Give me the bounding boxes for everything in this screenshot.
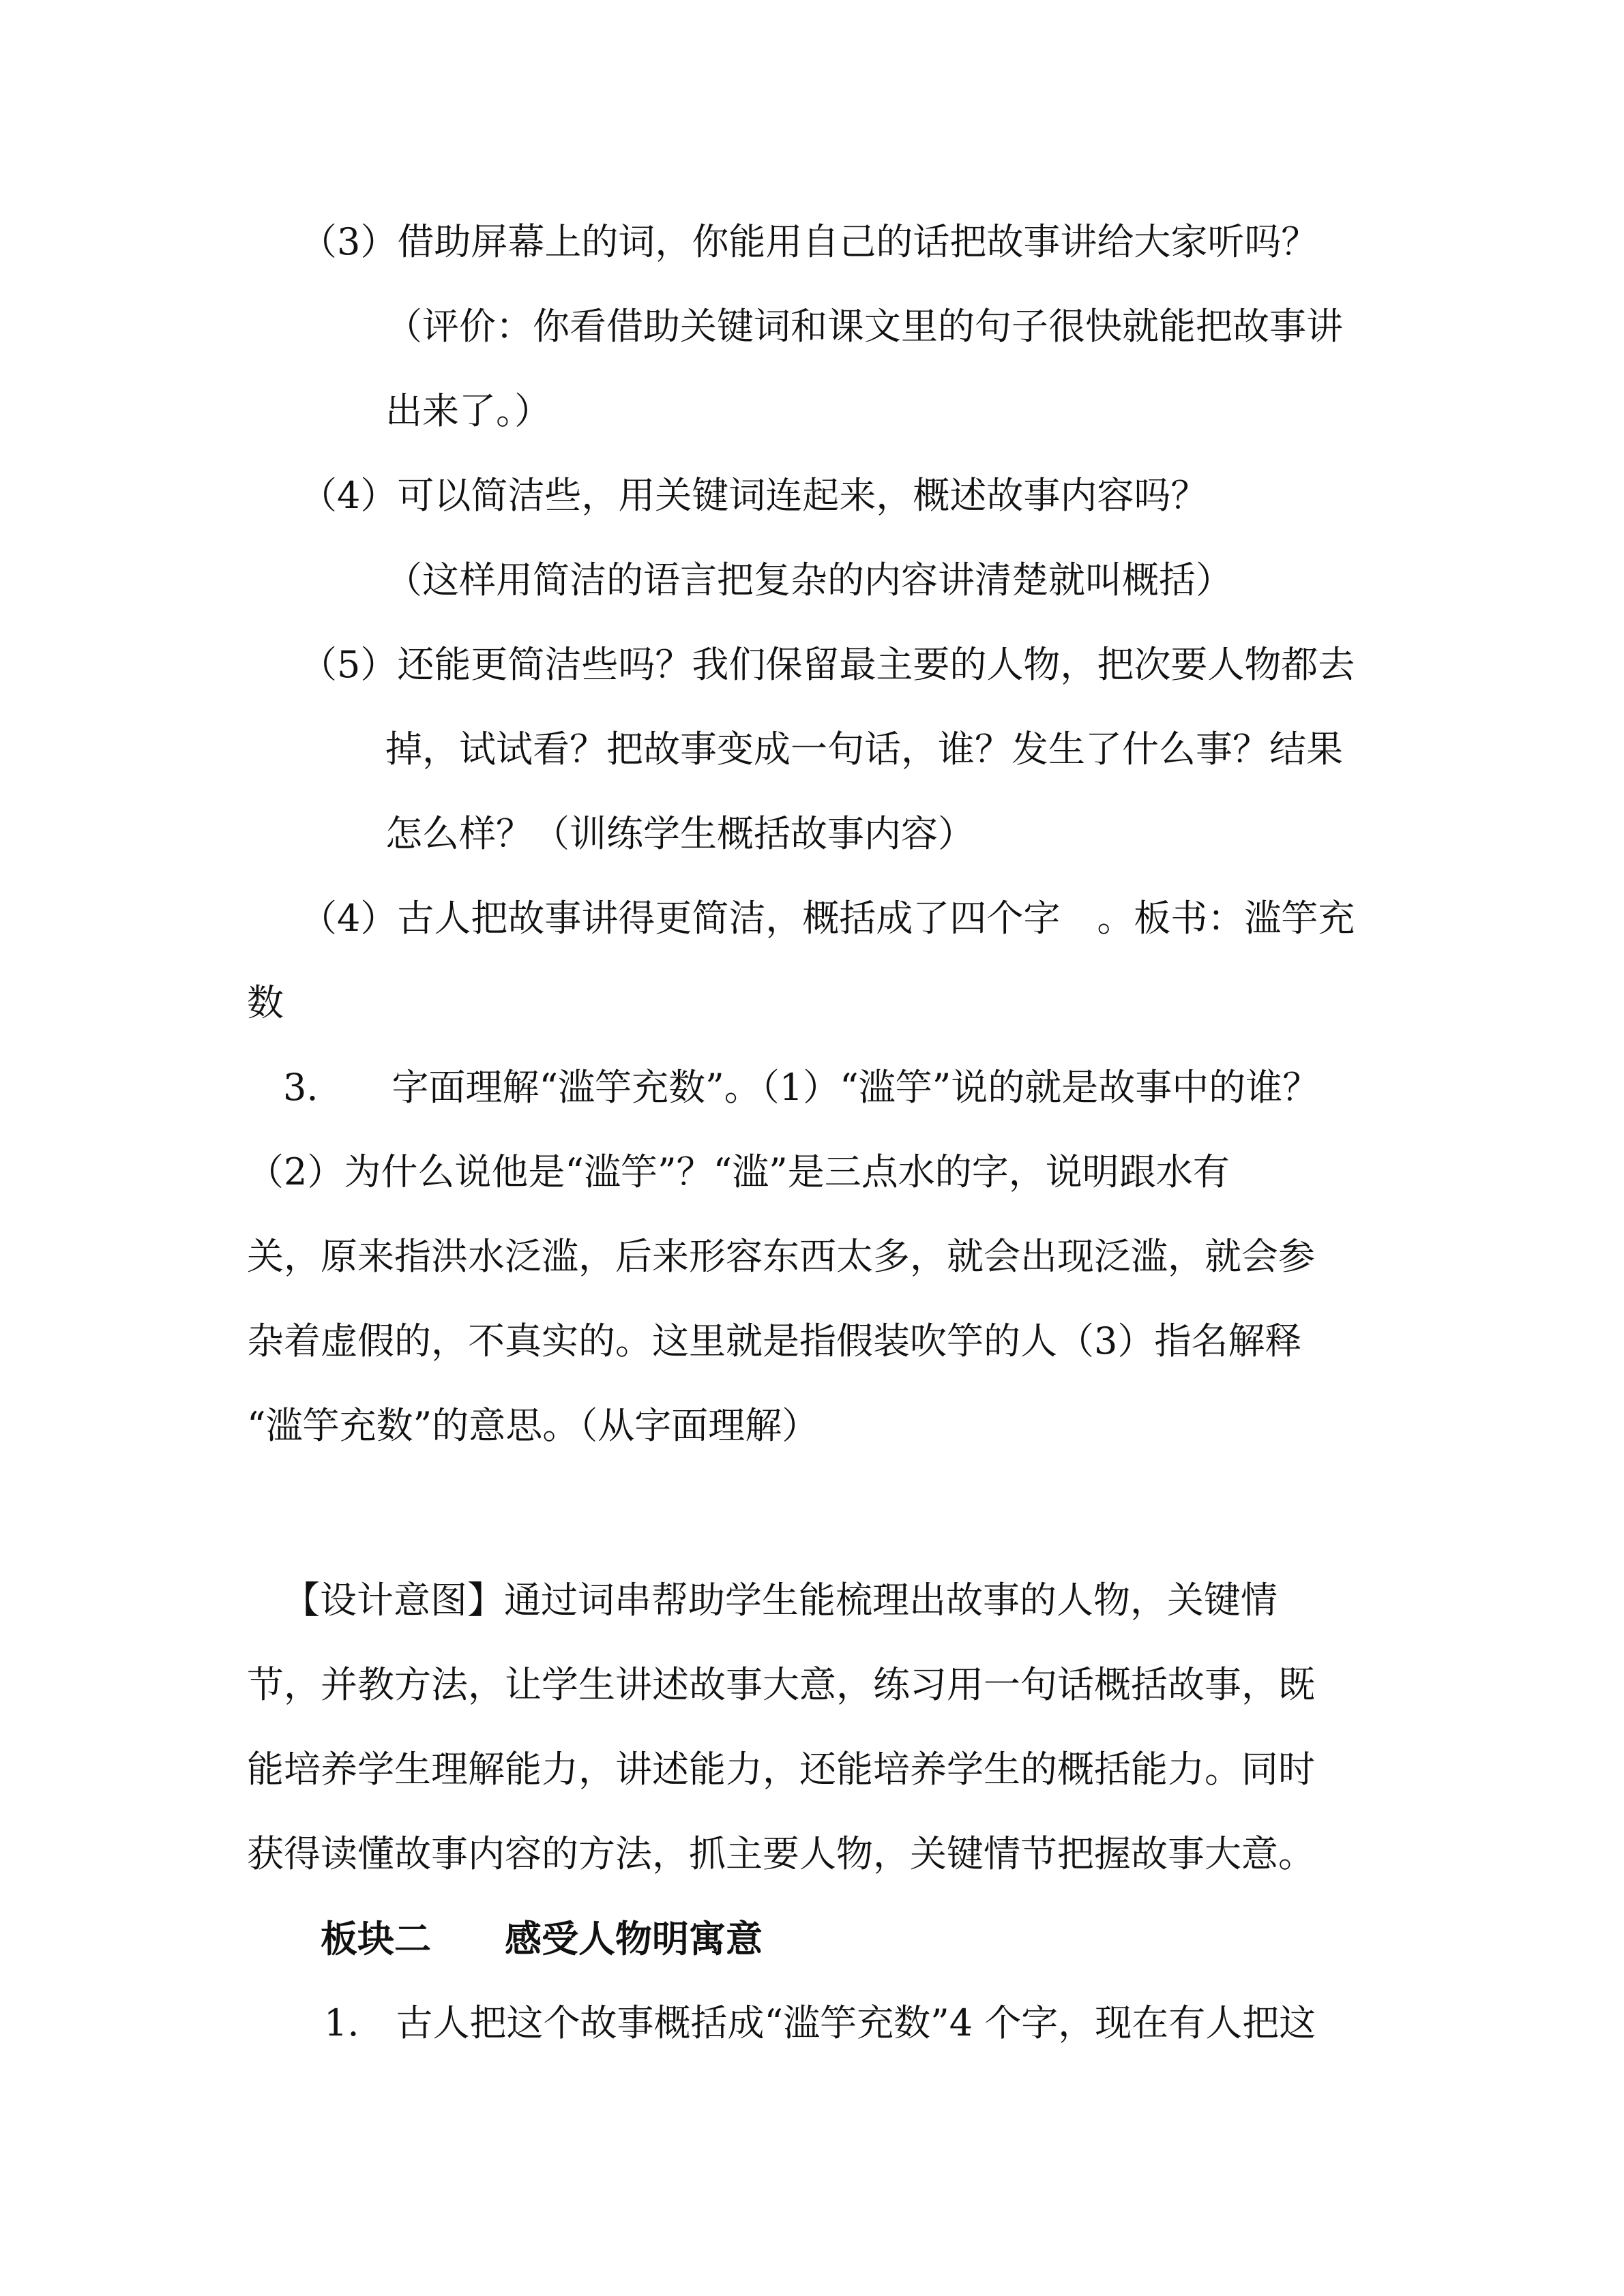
question-3-evaluation-line-2: 出来了。） xyxy=(385,389,551,432)
design-intent-line-4: 获得读懂故事内容的方法，抓主要人物，关键情节把握故事大意。 xyxy=(247,1832,1315,1875)
paragraph-3-line-4: 杂着虚假的，不真实的。这里就是指假装吹竽的人（3）指名解释 xyxy=(247,1320,1302,1362)
design-intent-line-2: 节，并教方法，让学生讲述故事大意，练习用一句话概括故事，既 xyxy=(247,1663,1315,1706)
item-1: 1. 古人把这个故事概括成“滥竽充数”4 个字，现在有人把这 xyxy=(324,2001,1316,2044)
question-4-note: （这样用简洁的语言把复杂的内容讲清楚就叫概括） xyxy=(385,558,1232,601)
paragraph-3-line-2: （2）为什么说他是“滥竽”？“滥”是三点水的字，说明跟水有 xyxy=(247,1150,1230,1193)
design-intent-line-1: 【设计意图】通过词串帮助学生能梳理出故事的人物，关键情 xyxy=(283,1579,1278,1622)
paragraph-3-line-3: 关，原来指洪水泛滥，后来形容东西太多，就会出现泛滥，就会参 xyxy=(247,1235,1315,1278)
paragraph-3-line-1: 3. 字面理解“滥竽充数”。（1）“滥竽”说的就是故事中的谁？ xyxy=(283,1066,1320,1109)
question-5-line-3: 怎么样？（训练学生概括故事内容） xyxy=(385,812,975,855)
question-4b-line-2: 数 xyxy=(247,981,284,1024)
question-5-line-2: 掉，试试看？把故事变成一句话，谁？发生了什么事？结果 xyxy=(385,728,1343,771)
paragraph-3-line-5: “滥竽充数”的意思。（从字面理解） xyxy=(247,1404,819,1447)
question-3-evaluation-line-1: （评价：你看借助关键词和课文里的句子很快就能把故事讲 xyxy=(385,305,1343,348)
design-intent-line-3: 能培养学生理解能力，讲述能力，还能培养学生的概括能力。同时 xyxy=(247,1748,1315,1791)
section-heading-2: 板块二 感受人物明寓意 xyxy=(321,1917,763,1960)
question-4b-line-1: （4）古人把故事讲得更简洁，概括成了四个字 。板书：滥竽充 xyxy=(300,897,1355,940)
question-5-line-1: （5）还能更简洁些吗？我们保留最主要的人物，把次要人物都去 xyxy=(300,643,1355,686)
question-3: （3）借助屏幕上的词，你能用自己的话把故事讲给大家听吗？ xyxy=(300,220,1318,263)
question-4: （4）可以简洁些，用关键词连起来，概述故事内容吗？ xyxy=(300,474,1208,517)
